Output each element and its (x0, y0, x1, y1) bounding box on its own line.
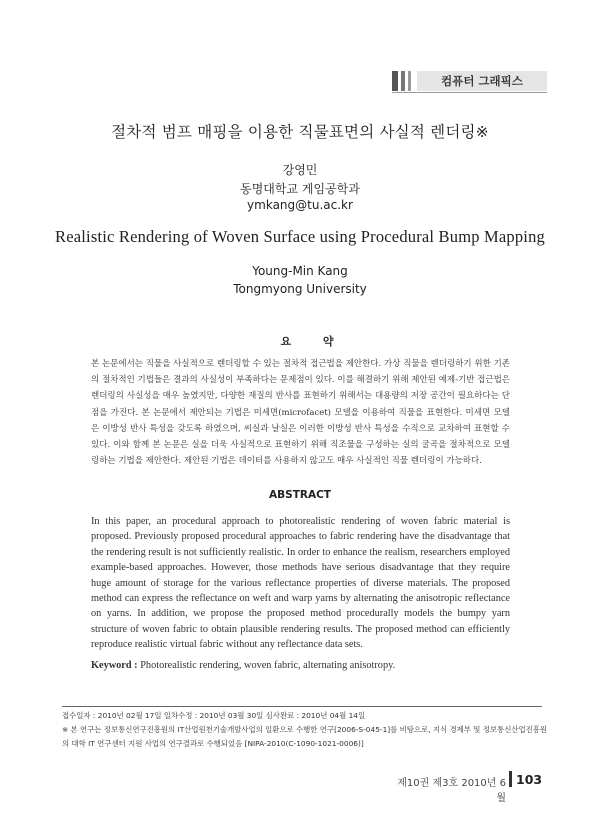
page-number: 103 (516, 772, 543, 787)
author-english: Young-Min Kang (252, 264, 348, 278)
section-label: 컴퓨터 그래픽스 (417, 71, 547, 91)
english-abstract-heading: ABSTRACT (269, 489, 331, 501)
affiliation-korean: 동명대학교 게임공학과 (240, 182, 360, 196)
paper-title-korean: 절차적 범프 매핑을 이용한 직물표면의 사실적 렌더링※ (111, 123, 489, 141)
paper-title-english: Realistic Rendering of Woven Surface using Procedural Bump Mapping (55, 227, 545, 246)
footer-divider (509, 771, 512, 787)
keywords-text: Photorealistic rendering, woven fabric, alternating anisotropy. (140, 660, 396, 671)
author-korean: 강영민 (282, 163, 318, 177)
footnote-funding: ※ 본 연구는 정보통신연구진흥원의 IT산업원천기술개발사업의 일환으로 수행한 연구[2006-S-045-1]를 비탕으로, 지식 경제부 및 정보통신산업진흥원의 대학 IT 연구센터 지원 사업의 연구결과로 수행되었음 [NIPA-2010(C-1090-1021-0006)] (62, 725, 548, 748)
keywords (91, 660, 521, 671)
keywords-label: Keyword : (91, 660, 138, 671)
section-tab-bars (392, 71, 415, 91)
journal-issue: 제10권 제3호 2010년 6월 (397, 778, 506, 804)
footnote-divider (62, 706, 542, 707)
section-underline (392, 92, 547, 93)
korean-abstract-body: 본 논문에서는 직물을 사실적으로 렌더링할 수 있는 절차적 접근법을 제안한다. 가상 직물을 렌더링하기 위한 기존의 절차적인 기법들은 결과의 사실성이 부족하다는 문제점이 있다. 이를 해결하기 위해 제안된 예제-기반 접근법은 렌더링의 사실성을 매우 높였지만, 다양한 재질의 반사를 표현하기 위해서는 대용량의 저장 공간이 필요하다는 단점을 가진다. 본 논문에서 제안되는 기법은 미세면(microfacet) 모델을 이용하여 직물을 표현한다. 미세면 모델은 이방성 반사 특성을 갖도록 하였으며, 씨실과 날실은 이러한 이방성 반사 특성을 수직으로 교차하여 표현할 수 있다. 이와 함께 본 논문은 실을 더욱 사실적으로 표현하기 위해 직조물을 구성하는 실의 굴곡을 절차적으로 모델링하는 기법을 제안한다. 제안된 기법은 데이터를 사용하지 않고도 매우 사실적인 직물 렌더링이 가능하다. (91, 359, 510, 467)
korean-abstract-heading: 요 약 (280, 335, 348, 348)
footnote-dates: 접수일자 : 2010년 02월 17일 일차수정 : 2010년 03월 30일 심사완료 : 2010년 04월 14일 (62, 711, 366, 720)
english-abstract-body: In this paper, an procedural approach to photorealistic rendering of woven fabric material is proposed. Previously proposed procedural approaches to fabric rendering have the disadvantage that the rendering result is not sufficiently realistic. In order to enhance the realism, researchers employed example-based approaches. However, those methods have serious disadvantage that they require huge amount of storage for the various reflectance properties of diverse materials. The proposed method can express the reflectance on weft and warp yarns by alternating the anisotropic reflectance on yarns. In addition, we propose the proposed method procedurally models the bumpy yarn structure of woven fabric to obtain plausible rendering results. The proposed method can efficiently reproduce realistic virtual fabric without any reflectance data sets. (91, 516, 510, 651)
author-email: ymkang@tu.ac.kr (247, 198, 353, 212)
affiliation-english: Tongmyong University (233, 282, 367, 296)
